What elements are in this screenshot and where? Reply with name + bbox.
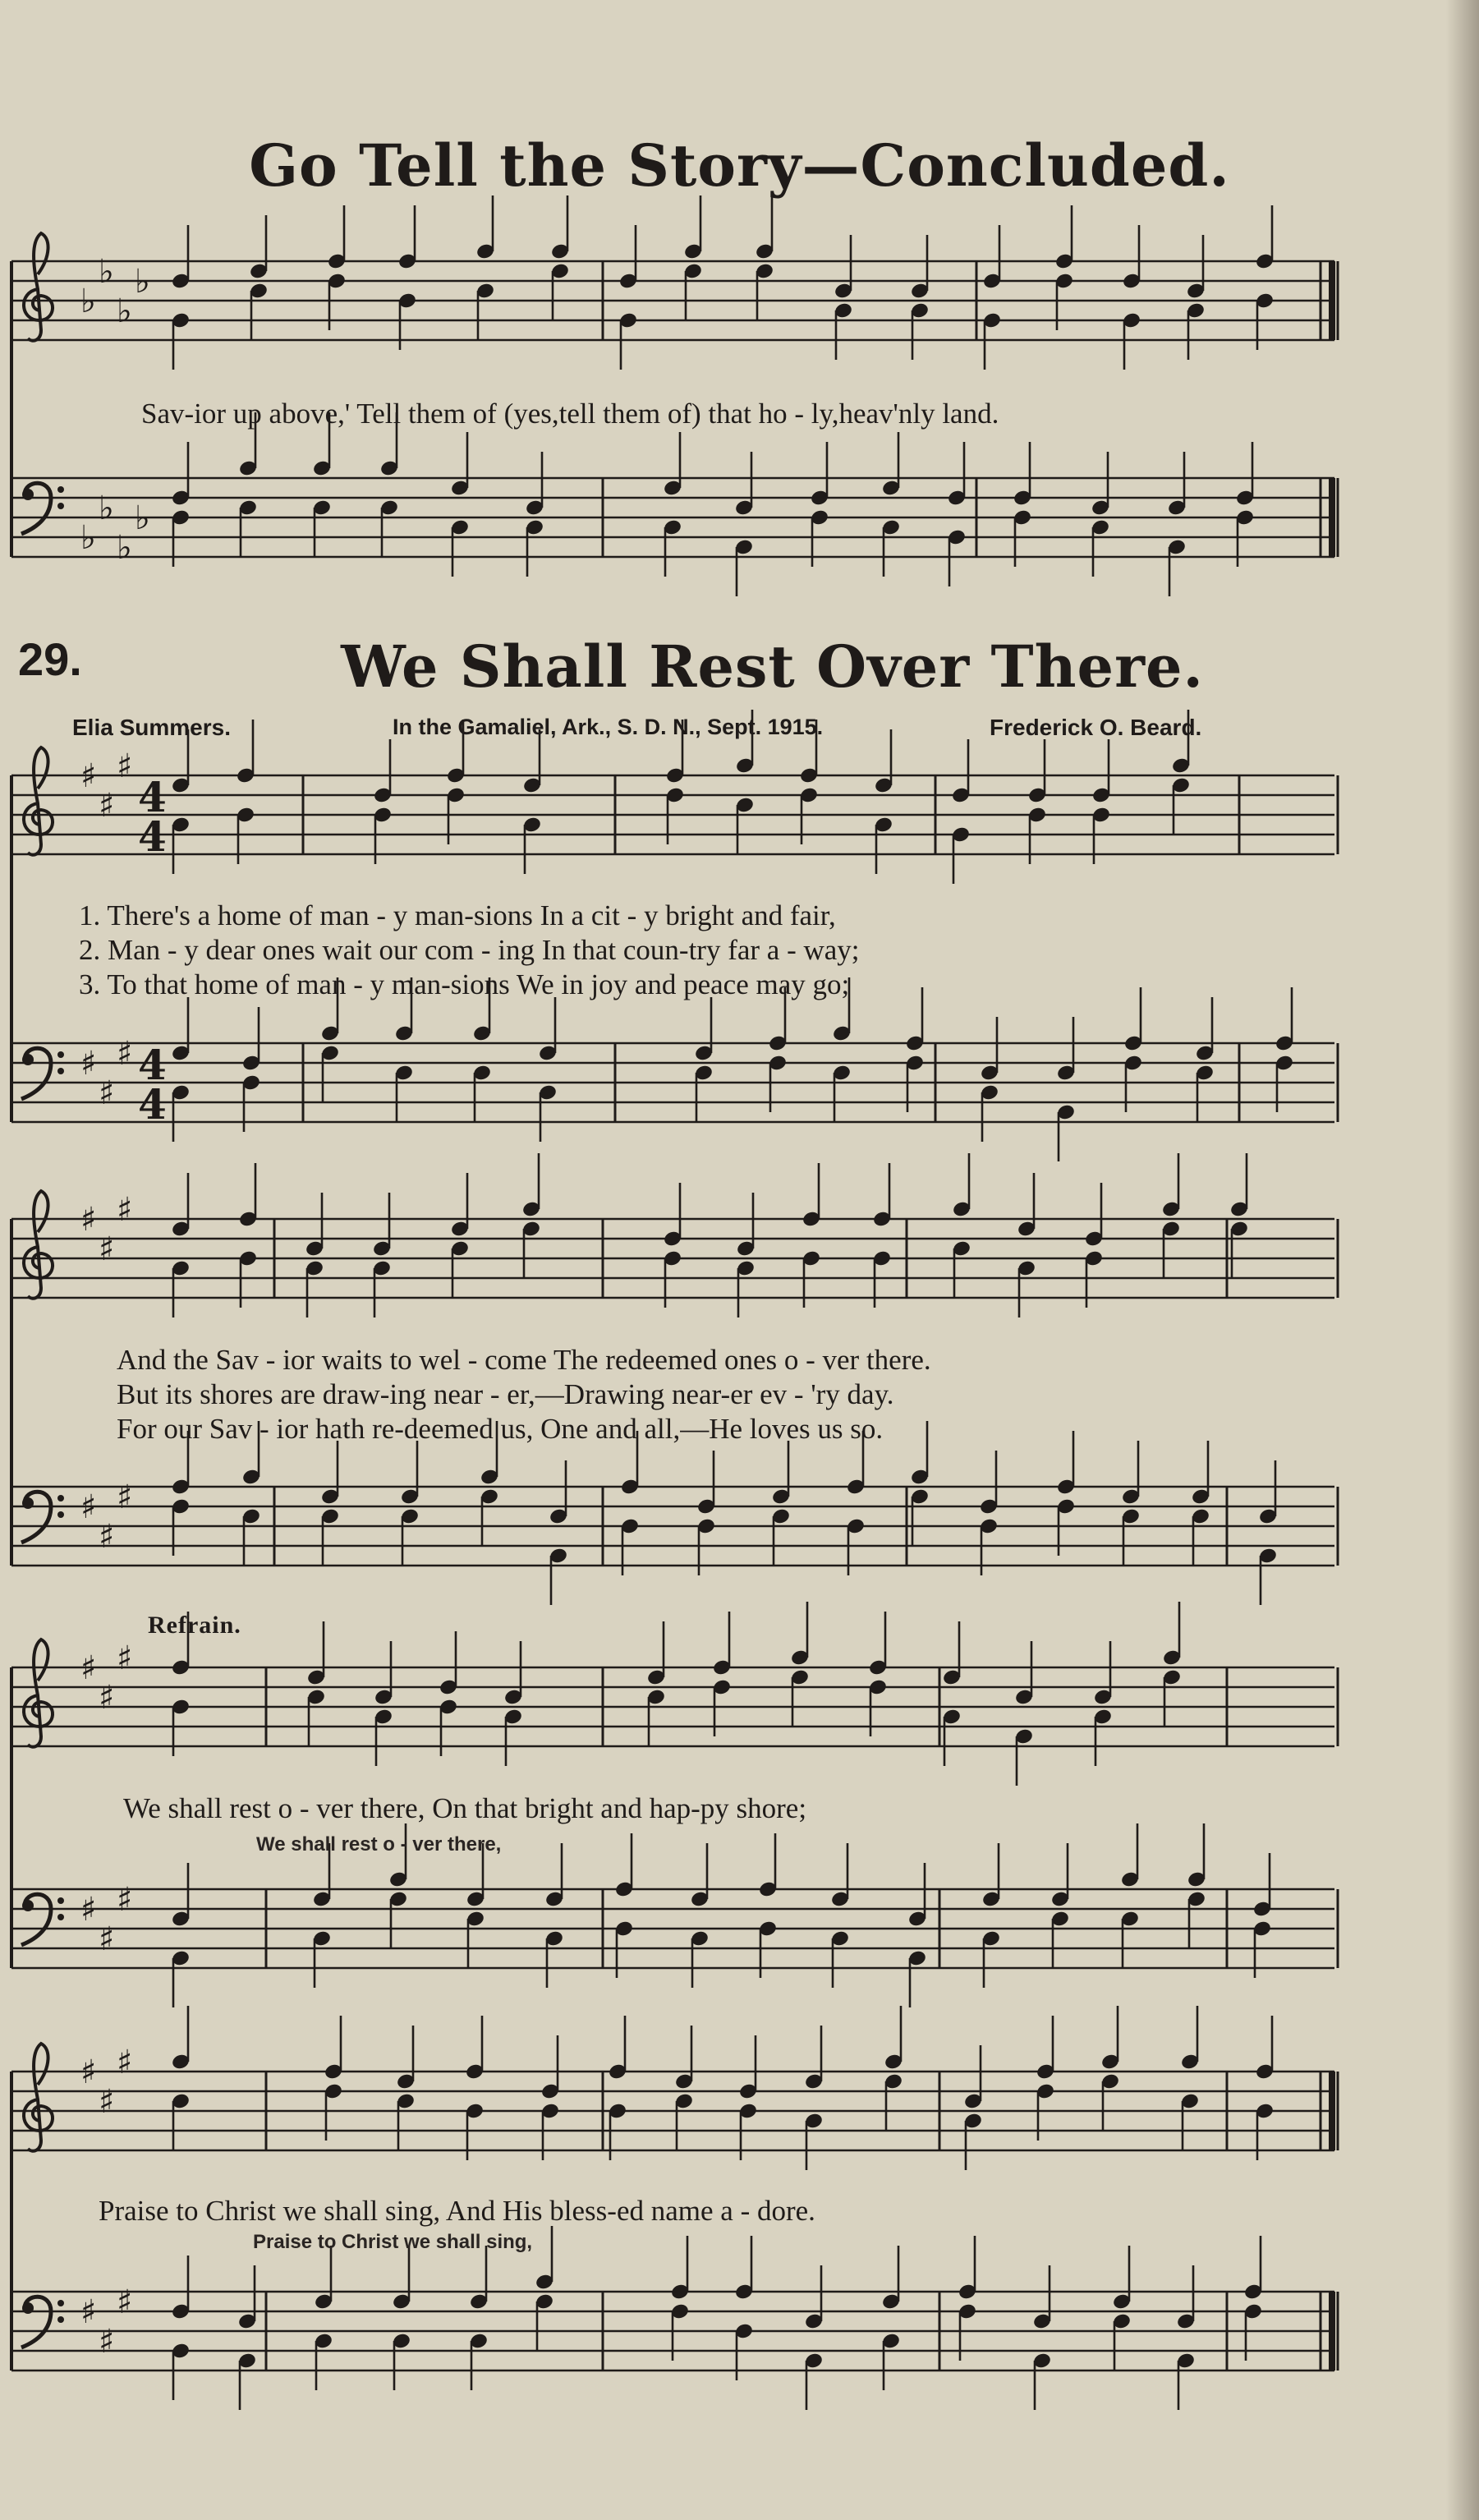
verse-1-line-1: 1. There's a home of man - y man-sions In a cit - y bright and fair,	[79, 899, 836, 931]
sharp-sign-icon: ♯	[99, 1518, 115, 1556]
sharp-sign-icon: ♯	[80, 1891, 97, 1929]
verse-1-line-2: And the Sav - ior waits to wel - come The redeemed ones o - ver there.	[117, 1344, 931, 1376]
flat-sign-icon: ♭	[135, 499, 150, 537]
sharp-sign-icon: ♯	[99, 1074, 115, 1112]
flat-sign-icon: ♭	[80, 283, 96, 320]
bass-clef-icon	[21, 1894, 64, 1945]
sharp-sign-icon: ♯	[117, 747, 133, 785]
refrain-line-1-echo: We shall rest o - ver there,	[256, 1833, 502, 1856]
flat-sign-icon: ♭	[117, 529, 132, 567]
sharp-sign-icon: ♯	[117, 1478, 133, 1516]
verse-3-line-2: For our Sav - ior hath re-deemed us, One and all,—He loves us so.	[117, 1413, 884, 1445]
verse-2-line-1: 2. Man - y dear ones wait our com - ing In that coun-try far a - way;	[79, 934, 860, 966]
treble-clef-icon	[24, 2044, 53, 2151]
sharp-sign-icon: ♯	[99, 2083, 115, 2121]
final-barline	[1329, 261, 1335, 340]
final-barline	[1329, 478, 1335, 557]
sharp-sign-icon: ♯	[117, 1639, 133, 1677]
sharp-sign-icon: ♯	[117, 1191, 133, 1229]
treble-clef-icon	[24, 1191, 53, 1299]
sharp-sign-icon: ♯	[117, 2283, 133, 2321]
sharp-sign-icon: ♯	[80, 1201, 97, 1239]
flat-sign-icon: ♭	[80, 519, 96, 557]
flat-sign-icon: ♭	[99, 490, 114, 527]
sharp-sign-icon: ♯	[99, 1920, 115, 1958]
final-barline	[1329, 2072, 1335, 2150]
refrain-line-2-echo: Praise to Christ we shall sing,	[253, 2231, 533, 2253]
verse-2-line-2: But its shores are draw-ing near - er,—Drawing near-er ev - 'ry day.	[117, 1378, 894, 1410]
sharp-sign-icon: ♯	[80, 2293, 97, 2331]
time-signature-bottom: 4	[138, 812, 167, 861]
author-credit: Elia Summers.	[72, 715, 231, 740]
treble-clef-icon	[24, 233, 53, 341]
sharp-sign-icon: ♯	[117, 2044, 133, 2081]
treble-clef-icon	[24, 747, 53, 855]
sharp-sign-icon: ♯	[99, 2323, 115, 2361]
sharp-sign-icon: ♯	[117, 1881, 133, 1919]
sharp-sign-icon: ♯	[99, 787, 115, 825]
sharp-sign-icon: ♯	[117, 1035, 133, 1073]
final-barline	[1329, 2292, 1335, 2371]
treble-clef-icon	[24, 1639, 53, 1747]
refrain-line-2: Praise to Christ we shall sing, And His bless-ed name a - dore.	[99, 2195, 815, 2227]
staff-systems	[11, 195, 1338, 2410]
sharp-sign-icon: ♯	[99, 1230, 115, 1268]
bass-clef-icon	[21, 2297, 64, 2348]
refrain-line-1: We shall rest o - ver there, On that bright and hap-py shore;	[123, 1792, 807, 1824]
sharp-sign-icon: ♯	[80, 757, 97, 795]
continued-hymn-lyrics: Sav-ior up above,' Tell them of (yes,tell them of) that ho - ly,heav'nly land.	[141, 398, 999, 430]
time-signature-top: 4	[138, 1041, 167, 1089]
bass-clef-icon	[21, 1492, 64, 1543]
source-credit: In the Gamaliel, Ark., S. D. N., Sept. 1915.	[393, 715, 824, 739]
bass-clef-icon	[21, 483, 64, 534]
time-signature-bottom: 4	[138, 1080, 167, 1129]
flat-sign-icon: ♭	[117, 292, 132, 330]
continued-hymn-title: Go Tell the Story—Concluded.	[249, 131, 1230, 200]
hymn-number: 29.	[18, 633, 82, 685]
bass-clef-icon	[21, 1048, 64, 1099]
verse-3-line-1: 3. To that home of man - y man-sions We in joy and peace may go;	[79, 968, 850, 1000]
sharp-sign-icon: ♯	[80, 1045, 97, 1083]
flat-sign-icon: ♭	[135, 263, 150, 301]
time-signature-top: 4	[138, 773, 167, 821]
sharp-sign-icon: ♯	[80, 1649, 97, 1687]
sharp-sign-icon: ♯	[80, 1488, 97, 1526]
refrain-label: Refrain.	[148, 1612, 241, 1639]
sharp-sign-icon: ♯	[99, 1679, 115, 1717]
composer-credit: Frederick O. Beard.	[990, 715, 1202, 740]
flat-sign-icon: ♭	[99, 253, 114, 291]
sharp-sign-icon: ♯	[80, 2053, 97, 2091]
hymn-title: We Shall Rest Over There.	[341, 632, 1204, 701]
